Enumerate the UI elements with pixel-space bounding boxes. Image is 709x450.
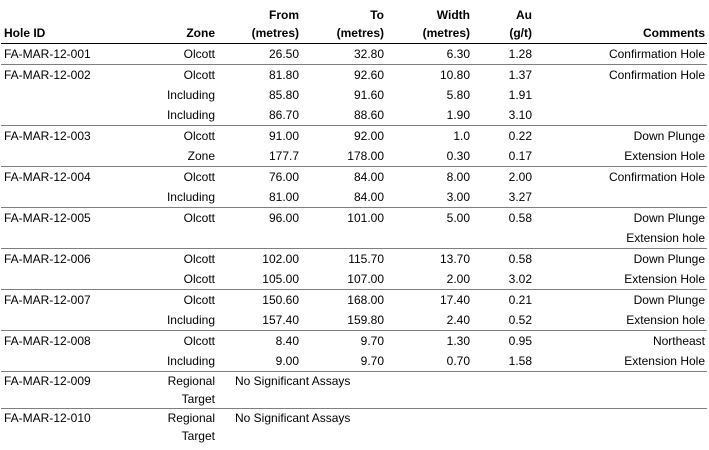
width-cell: 3.00 <box>446 190 470 204</box>
width-cell: 5.80 <box>446 88 470 102</box>
au-cell: 0.52 <box>508 313 532 327</box>
comment-cell <box>534 427 707 445</box>
from-cell: 105.00 <box>262 272 299 286</box>
hole-id-cell: FA-MAR-12-005 <box>1 208 140 229</box>
zone-cell: Regional <box>140 372 217 391</box>
hole-id-cell: FA-MAR-12-009 <box>1 372 140 391</box>
header-row <box>1 0 707 44</box>
au-cell <box>472 427 534 445</box>
hole-id-cell: FA-MAR-12-006 <box>1 249 140 270</box>
from-cell: 85.80 <box>268 88 299 102</box>
width-cell: 0.30 <box>446 149 470 163</box>
table-row <box>1 126 707 147</box>
zone-cell: Zone <box>187 149 215 163</box>
zone-cell: Including <box>166 313 215 327</box>
table-row <box>1 427 707 445</box>
hole-id-cell <box>1 146 140 167</box>
hole-id-cell: FA-MAR-12-010 <box>1 409 140 428</box>
zone-cell: Olcott <box>140 167 217 188</box>
hole-id-cell <box>1 187 140 208</box>
hole-id-cell: FA-MAR-12-007 <box>1 290 140 311</box>
zone-cell: Target <box>181 392 215 406</box>
table-row <box>1 146 707 167</box>
table-row <box>1 44 707 65</box>
au-cell: 3.10 <box>508 108 532 122</box>
from-cell: 81.80 <box>217 65 301 86</box>
zone-cell: Olcott <box>140 249 217 270</box>
to-cell: 9.70 <box>301 331 386 352</box>
table-row <box>1 249 707 270</box>
header-to: To (metres) <box>301 0 386 44</box>
width-cell: 8.00 <box>386 167 472 188</box>
width-cell: 17.40 <box>386 290 472 311</box>
au-cell: 2.00 <box>472 167 534 188</box>
comment-cell <box>534 85 707 105</box>
table-row <box>1 409 707 428</box>
zone-cell: Including <box>166 88 215 102</box>
zone-cell <box>140 228 217 249</box>
comment-cell: Northeast <box>534 331 707 352</box>
header-comments: Comments <box>534 0 707 44</box>
empty-cell <box>217 427 472 445</box>
width-cell <box>386 228 472 249</box>
comment-cell: Extension hole <box>626 231 705 245</box>
zone-cell: Including <box>166 108 215 122</box>
au-cell <box>472 390 534 409</box>
hole-id-cell: FA-MAR-12-004 <box>1 167 140 188</box>
to-cell: 92.00 <box>301 126 386 147</box>
comment-cell <box>534 372 707 391</box>
from-cell: 76.00 <box>217 167 301 188</box>
comment-cell: Confirmation Hole <box>534 167 707 188</box>
from-cell: 8.40 <box>217 331 301 352</box>
au-cell: 1.37 <box>472 65 534 86</box>
au-cell: 3.27 <box>508 190 532 204</box>
header-hole-id: Hole ID <box>1 0 140 44</box>
table-row <box>1 372 707 391</box>
comment-cell <box>534 409 707 428</box>
au-cell: 1.91 <box>508 88 532 102</box>
zone-cell: Including <box>166 190 215 204</box>
header-au: Au (g/t) <box>472 0 534 44</box>
width-cell: 1.30 <box>386 331 472 352</box>
comment-cell: Confirmation Hole <box>534 65 707 86</box>
to-cell: 92.60 <box>301 65 386 86</box>
from-cell: 102.00 <box>217 249 301 270</box>
from-cell: 96.00 <box>217 208 301 229</box>
to-cell: 178.00 <box>347 149 384 163</box>
to-cell: 101.00 <box>301 208 386 229</box>
from-cell <box>217 228 301 249</box>
from-cell: 26.50 <box>268 47 299 61</box>
zone-cell: Olcott <box>183 47 215 61</box>
from-cell: 91.00 <box>217 126 301 147</box>
width-cell: 0.70 <box>446 354 470 368</box>
width-cell: 2.40 <box>446 313 470 327</box>
table-row <box>1 269 707 290</box>
to-cell: 159.80 <box>347 313 384 327</box>
no-significant-assays-note: No Significant Assays <box>217 372 472 391</box>
table-row <box>1 290 707 311</box>
no-significant-assays-note: No Significant Assays <box>217 409 472 428</box>
header-zone: Zone <box>140 0 217 44</box>
from-cell: 86.70 <box>268 108 299 122</box>
comment-cell: Extension Hole <box>624 272 705 286</box>
hole-id-cell: FA-MAR-12-001 <box>4 47 91 61</box>
zone-cell: Including <box>166 354 215 368</box>
hole-id-cell <box>1 427 140 445</box>
from-cell: 177.7 <box>268 149 299 163</box>
hole-id-cell <box>1 390 140 409</box>
au-cell: 1.58 <box>508 354 532 368</box>
comment-cell: Extension Hole <box>624 149 705 163</box>
zone-cell: Olcott <box>140 126 217 147</box>
to-cell <box>301 228 386 249</box>
header-from: From (metres) <box>217 0 301 44</box>
hole-id-cell <box>1 269 140 290</box>
hole-id-cell: FA-MAR-12-008 <box>1 331 140 352</box>
to-cell: 32.80 <box>353 47 384 61</box>
table-row <box>1 105 707 126</box>
comment-cell <box>534 390 707 409</box>
to-cell: 88.60 <box>353 108 384 122</box>
table-row <box>1 310 707 331</box>
header-width: Width (metres) <box>386 0 472 44</box>
empty-cell <box>217 390 472 409</box>
table-row <box>1 351 707 372</box>
from-cell: 157.40 <box>262 313 299 327</box>
comment-cell: Confirmation Hole <box>608 47 705 61</box>
au-cell: 0.17 <box>508 149 532 163</box>
au-cell: 0.22 <box>472 126 534 147</box>
au-cell <box>472 372 534 391</box>
table-row <box>1 331 707 352</box>
au-cell: 0.58 <box>472 249 534 270</box>
hole-id-cell <box>1 105 140 126</box>
to-cell: 9.70 <box>360 354 384 368</box>
width-cell: 2.00 <box>446 272 470 286</box>
au-cell: 0.58 <box>472 208 534 229</box>
au-cell: 0.21 <box>472 290 534 311</box>
width-cell: 1.90 <box>446 108 470 122</box>
table-row <box>1 85 707 105</box>
zone-cell: Target <box>181 429 215 443</box>
zone-cell: Regional <box>140 409 217 428</box>
table-row <box>1 208 707 229</box>
table-row <box>1 390 707 409</box>
au-cell <box>472 409 534 428</box>
zone-cell: Olcott <box>183 272 215 286</box>
comment-cell: Down Plunge <box>534 290 707 311</box>
width-cell: 13.70 <box>386 249 472 270</box>
to-cell: 91.60 <box>353 88 384 102</box>
from-cell: 81.00 <box>268 190 299 204</box>
from-cell: 9.00 <box>275 354 299 368</box>
width-cell: 1.0 <box>386 126 472 147</box>
to-cell: 115.70 <box>301 249 386 270</box>
comment-cell <box>534 187 707 208</box>
hole-id-cell <box>1 310 140 331</box>
hole-id-cell <box>1 85 140 105</box>
table-row <box>1 65 707 86</box>
comment-cell: Down Plunge <box>534 126 707 147</box>
width-cell: 5.00 <box>386 208 472 229</box>
hole-id-cell: FA-MAR-12-003 <box>1 126 140 147</box>
table-row <box>1 228 707 249</box>
to-cell: 84.00 <box>301 167 386 188</box>
table-row <box>1 187 707 208</box>
au-cell <box>472 228 534 249</box>
to-cell: 84.00 <box>353 190 384 204</box>
hole-id-cell: FA-MAR-12-002 <box>1 65 140 86</box>
table-row <box>1 167 707 188</box>
assay-results-table <box>1 0 707 445</box>
width-cell: 10.80 <box>386 65 472 86</box>
zone-cell: Olcott <box>140 290 217 311</box>
hole-id-cell <box>1 351 140 372</box>
zone-cell: Olcott <box>140 65 217 86</box>
from-cell: 150.60 <box>217 290 301 311</box>
zone-cell: Olcott <box>140 208 217 229</box>
au-cell: 0.95 <box>472 331 534 352</box>
au-cell: 3.02 <box>508 272 532 286</box>
to-cell: 107.00 <box>347 272 384 286</box>
comment-cell: Down Plunge <box>534 208 707 229</box>
width-cell: 6.30 <box>446 47 470 61</box>
comment-cell <box>534 105 707 126</box>
zone-cell: Olcott <box>140 331 217 352</box>
to-cell: 168.00 <box>301 290 386 311</box>
hole-id-cell <box>1 228 140 249</box>
au-cell: 1.28 <box>508 47 532 61</box>
comment-cell: Extension hole <box>626 313 705 327</box>
comment-cell: Extension Hole <box>624 354 705 368</box>
comment-cell: Down Plunge <box>534 249 707 270</box>
